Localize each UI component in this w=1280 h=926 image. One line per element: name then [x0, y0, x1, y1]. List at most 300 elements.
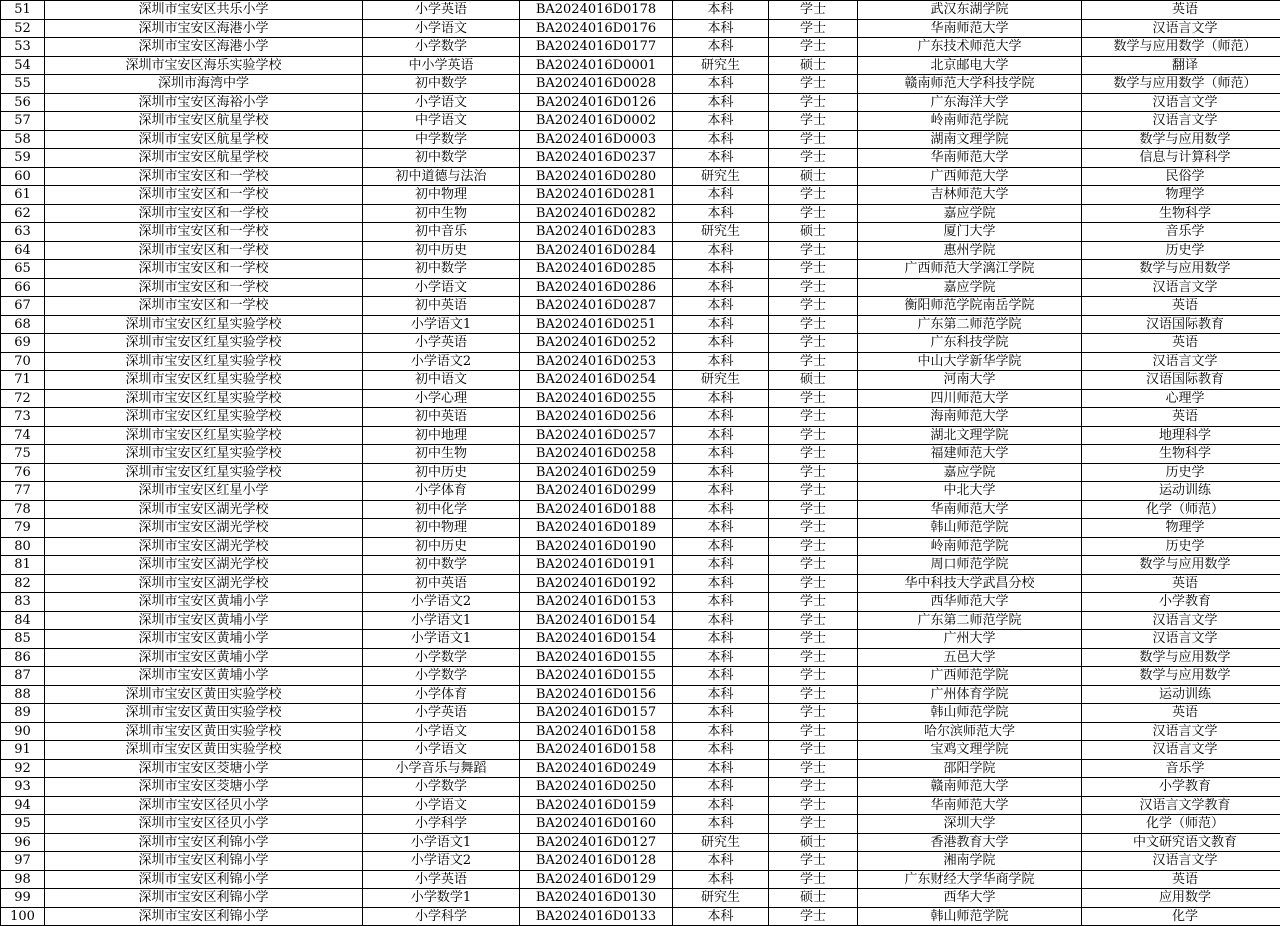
major-cell: 汉语言文学	[1082, 112, 1280, 131]
table-row	[1, 371, 1280, 390]
graduate-school-cell: 嘉应学院	[858, 463, 1082, 482]
graduate-school-cell: 嘉应学院	[858, 278, 1082, 297]
degree-cell: 学士	[769, 445, 858, 464]
table-row	[1, 593, 1280, 612]
education-level-cell: 本科	[673, 685, 769, 704]
table-row	[1, 278, 1280, 297]
major-cell: 运动训练	[1082, 685, 1280, 704]
row-number-cell: 66	[1, 278, 45, 297]
education-level-cell: 本科	[673, 759, 769, 778]
teaching-subject-cell: 小学英语	[363, 334, 520, 353]
school-name-cell: 深圳市宝安区黄田实验学校	[45, 704, 363, 723]
row-number-cell: 85	[1, 630, 45, 649]
degree-cell: 学士	[769, 556, 858, 575]
position-code-cell: BA2024016D0003	[520, 130, 673, 149]
degree-cell: 学士	[769, 852, 858, 871]
position-code-cell: BA2024016D0285	[520, 260, 673, 279]
education-level-cell: 本科	[673, 500, 769, 519]
table-row	[1, 56, 1280, 75]
position-code-cell: BA2024016D0154	[520, 611, 673, 630]
degree-cell: 学士	[769, 519, 858, 538]
table-row	[1, 500, 1280, 519]
row-number-cell: 65	[1, 260, 45, 279]
table-row	[1, 297, 1280, 316]
education-level-cell: 本科	[673, 611, 769, 630]
school-name-cell: 深圳市宝安区湖光学校	[45, 556, 363, 575]
major-cell: 数学与应用数学（师范）	[1082, 38, 1280, 57]
school-name-cell: 深圳市宝安区航星学校	[45, 130, 363, 149]
degree-cell: 学士	[769, 389, 858, 408]
position-code-cell: BA2024016D0126	[520, 93, 673, 112]
table-row	[1, 519, 1280, 538]
major-cell: 汉语言文学	[1082, 93, 1280, 112]
major-cell: 数学与应用数学	[1082, 260, 1280, 279]
graduate-school-cell: 厦门大学	[858, 223, 1082, 242]
degree-cell: 学士	[769, 704, 858, 723]
teaching-subject-cell: 初中生物	[363, 445, 520, 464]
degree-cell: 学士	[769, 186, 858, 205]
degree-cell: 学士	[769, 93, 858, 112]
education-level-cell: 本科	[673, 574, 769, 593]
degree-cell: 硕士	[769, 371, 858, 390]
position-code-cell: BA2024016D0159	[520, 796, 673, 815]
teaching-subject-cell: 小学英语	[363, 704, 520, 723]
graduate-school-cell: 华中科技大学武昌分校	[858, 574, 1082, 593]
table-row	[1, 241, 1280, 260]
graduate-school-cell: 西华师范大学	[858, 593, 1082, 612]
major-cell: 小学教育	[1082, 778, 1280, 797]
education-level-cell: 本科	[673, 722, 769, 741]
education-level-cell: 本科	[673, 482, 769, 501]
row-number-cell: 94	[1, 796, 45, 815]
degree-cell: 学士	[769, 482, 858, 501]
position-code-cell: BA2024016D0158	[520, 722, 673, 741]
teaching-subject-cell: 小学英语	[363, 870, 520, 889]
position-code-cell: BA2024016D0249	[520, 759, 673, 778]
degree-cell: 学士	[769, 796, 858, 815]
degree-cell: 学士	[769, 130, 858, 149]
position-code-cell: BA2024016D0284	[520, 241, 673, 260]
school-name-cell: 深圳市宝安区利锦小学	[45, 870, 363, 889]
position-code-cell: BA2024016D0252	[520, 334, 673, 353]
major-cell: 历史学	[1082, 241, 1280, 260]
major-cell: 数学与应用数学	[1082, 648, 1280, 667]
table-row	[1, 537, 1280, 556]
teaching-subject-cell: 小学数学	[363, 778, 520, 797]
row-number-cell: 74	[1, 426, 45, 445]
graduate-school-cell: 广东技术师范大学	[858, 38, 1082, 57]
graduate-school-cell: 岭南师范学院	[858, 537, 1082, 556]
row-number-cell: 95	[1, 815, 45, 834]
school-name-cell: 深圳市宝安区红星实验学校	[45, 389, 363, 408]
table-row	[1, 149, 1280, 168]
major-cell: 音乐学	[1082, 223, 1280, 242]
degree-cell: 学士	[769, 75, 858, 94]
education-level-cell: 本科	[673, 907, 769, 926]
education-level-cell: 本科	[673, 870, 769, 889]
table-row	[1, 93, 1280, 112]
row-number-cell: 56	[1, 93, 45, 112]
graduate-school-cell: 衡阳师范学院南岳学院	[858, 297, 1082, 316]
teaching-subject-cell: 小学语文	[363, 93, 520, 112]
row-number-cell: 80	[1, 537, 45, 556]
position-code-cell: BA2024016D0153	[520, 593, 673, 612]
table-row	[1, 204, 1280, 223]
degree-cell: 硕士	[769, 223, 858, 242]
school-name-cell: 深圳市宝安区湖光学校	[45, 500, 363, 519]
graduate-school-cell: 广州体育学院	[858, 685, 1082, 704]
position-code-cell: BA2024016D0133	[520, 907, 673, 926]
row-number-cell: 52	[1, 19, 45, 38]
teaching-subject-cell: 小学语文	[363, 796, 520, 815]
position-code-cell: BA2024016D0281	[520, 186, 673, 205]
school-name-cell: 深圳市宝安区利锦小学	[45, 833, 363, 852]
education-level-cell: 本科	[673, 75, 769, 94]
graduate-school-cell: 广西师范学院	[858, 667, 1082, 686]
teaching-subject-cell: 初中化学	[363, 500, 520, 519]
education-level-cell: 研究生	[673, 56, 769, 75]
education-level-cell: 本科	[673, 667, 769, 686]
teaching-subject-cell: 中学数学	[363, 130, 520, 149]
degree-cell: 学士	[769, 297, 858, 316]
graduate-school-cell: 香港教育大学	[858, 833, 1082, 852]
table-row	[1, 796, 1280, 815]
row-number-cell: 78	[1, 500, 45, 519]
major-cell: 英语	[1082, 1, 1280, 20]
position-code-cell: BA2024016D0188	[520, 500, 673, 519]
row-number-cell: 92	[1, 759, 45, 778]
position-code-cell: BA2024016D0258	[520, 445, 673, 464]
school-name-cell: 深圳市宝安区利锦小学	[45, 852, 363, 871]
education-level-cell: 本科	[673, 852, 769, 871]
row-number-cell: 93	[1, 778, 45, 797]
major-cell: 英语	[1082, 408, 1280, 427]
graduate-school-cell: 海南师范大学	[858, 408, 1082, 427]
position-code-cell: BA2024016D0280	[520, 167, 673, 186]
education-level-cell: 本科	[673, 426, 769, 445]
teaching-subject-cell: 小学语文2	[363, 352, 520, 371]
graduate-school-cell: 福建师范大学	[858, 445, 1082, 464]
education-level-cell: 本科	[673, 130, 769, 149]
table-row	[1, 426, 1280, 445]
teaching-subject-cell: 初中数学	[363, 75, 520, 94]
table-row	[1, 556, 1280, 575]
table-row	[1, 685, 1280, 704]
degree-cell: 学士	[769, 907, 858, 926]
teaching-subject-cell: 小学语文	[363, 722, 520, 741]
school-name-cell: 深圳市宝安区共乐小学	[45, 1, 363, 20]
table-row	[1, 1, 1280, 20]
row-number-cell: 62	[1, 204, 45, 223]
graduate-school-cell: 武汉东湖学院	[858, 1, 1082, 20]
position-code-cell: BA2024016D0002	[520, 112, 673, 131]
graduate-school-cell: 北京邮电大学	[858, 56, 1082, 75]
major-cell: 数学与应用数学	[1082, 556, 1280, 575]
school-name-cell: 深圳市宝安区航星学校	[45, 112, 363, 131]
major-cell: 化学（师范）	[1082, 500, 1280, 519]
graduate-school-cell: 赣南师范大学科技学院	[858, 75, 1082, 94]
major-cell: 汉语言文学教育	[1082, 796, 1280, 815]
degree-cell: 学士	[769, 759, 858, 778]
degree-cell: 学士	[769, 112, 858, 131]
major-cell: 汉语言文学	[1082, 611, 1280, 630]
education-level-cell: 本科	[673, 593, 769, 612]
position-code-cell: BA2024016D0129	[520, 870, 673, 889]
degree-cell: 学士	[769, 667, 858, 686]
education-level-cell: 本科	[673, 278, 769, 297]
position-code-cell: BA2024016D0287	[520, 297, 673, 316]
position-code-cell: BA2024016D0177	[520, 38, 673, 57]
teaching-subject-cell: 小学音乐与舞蹈	[363, 759, 520, 778]
table-row	[1, 186, 1280, 205]
table-row	[1, 852, 1280, 871]
school-name-cell: 深圳市宝安区黄田实验学校	[45, 685, 363, 704]
school-name-cell: 深圳市宝安区湖光学校	[45, 537, 363, 556]
table-row	[1, 130, 1280, 149]
school-name-cell: 深圳市宝安区红星小学	[45, 482, 363, 501]
degree-cell: 学士	[769, 1, 858, 20]
school-name-cell: 深圳市宝安区黄埔小学	[45, 667, 363, 686]
education-level-cell: 本科	[673, 315, 769, 334]
education-level-cell: 本科	[673, 815, 769, 834]
school-name-cell: 深圳市宝安区红星实验学校	[45, 371, 363, 390]
school-name-cell: 深圳市宝安区海乐实验学校	[45, 56, 363, 75]
graduate-school-cell: 华南师范大学	[858, 149, 1082, 168]
school-name-cell: 深圳市宝安区径贝小学	[45, 796, 363, 815]
row-number-cell: 88	[1, 685, 45, 704]
table-row	[1, 260, 1280, 279]
degree-cell: 硕士	[769, 167, 858, 186]
graduate-school-cell: 吉林师范大学	[858, 186, 1082, 205]
table-row	[1, 815, 1280, 834]
education-level-cell: 本科	[673, 408, 769, 427]
row-number-cell: 68	[1, 315, 45, 334]
position-code-cell: BA2024016D0255	[520, 389, 673, 408]
table-row	[1, 574, 1280, 593]
education-level-cell: 研究生	[673, 223, 769, 242]
school-name-cell: 深圳市宝安区和一学校	[45, 204, 363, 223]
teaching-subject-cell: 小学语文1	[363, 315, 520, 334]
teaching-subject-cell: 小学语文2	[363, 852, 520, 871]
row-number-cell: 91	[1, 741, 45, 760]
position-code-cell: BA2024016D0254	[520, 371, 673, 390]
education-level-cell: 本科	[673, 297, 769, 316]
graduate-school-cell: 广西师范大学	[858, 167, 1082, 186]
school-name-cell: 深圳市宝安区红星实验学校	[45, 334, 363, 353]
teaching-subject-cell: 小学体育	[363, 685, 520, 704]
school-name-cell: 深圳市宝安区黄埔小学	[45, 630, 363, 649]
major-cell: 化学（师范）	[1082, 815, 1280, 834]
row-number-cell: 61	[1, 186, 45, 205]
table-row	[1, 778, 1280, 797]
school-name-cell: 深圳市宝安区红星实验学校	[45, 352, 363, 371]
position-code-cell: BA2024016D0256	[520, 408, 673, 427]
school-name-cell: 深圳市宝安区红星实验学校	[45, 408, 363, 427]
education-level-cell: 研究生	[673, 167, 769, 186]
teaching-subject-cell: 初中数学	[363, 556, 520, 575]
degree-cell: 学士	[769, 870, 858, 889]
major-cell: 英语	[1082, 704, 1280, 723]
teaching-subject-cell: 初中数学	[363, 260, 520, 279]
school-name-cell: 深圳市宝安区利锦小学	[45, 889, 363, 908]
table-row	[1, 907, 1280, 926]
teaching-subject-cell: 初中生物	[363, 204, 520, 223]
degree-cell: 学士	[769, 38, 858, 57]
teaching-subject-cell: 初中道德与法治	[363, 167, 520, 186]
major-cell: 物理学	[1082, 519, 1280, 538]
graduate-school-cell: 广西师范大学漓江学院	[858, 260, 1082, 279]
major-cell: 数学与应用数学	[1082, 130, 1280, 149]
school-name-cell: 深圳市宝安区海港小学	[45, 38, 363, 57]
school-name-cell: 深圳市宝安区茭塘小学	[45, 759, 363, 778]
teaching-subject-cell: 初中音乐	[363, 223, 520, 242]
degree-cell: 学士	[769, 778, 858, 797]
major-cell: 英语	[1082, 870, 1280, 889]
degree-cell: 学士	[769, 593, 858, 612]
major-cell: 数学与应用数学（师范）	[1082, 75, 1280, 94]
row-number-cell: 73	[1, 408, 45, 427]
teaching-subject-cell: 中学语文	[363, 112, 520, 131]
row-number-cell: 87	[1, 667, 45, 686]
school-name-cell: 深圳市宝安区红星实验学校	[45, 426, 363, 445]
row-number-cell: 98	[1, 870, 45, 889]
degree-cell: 学士	[769, 741, 858, 760]
degree-cell: 学士	[769, 463, 858, 482]
school-name-cell: 深圳市宝安区和一学校	[45, 167, 363, 186]
row-number-cell: 76	[1, 463, 45, 482]
row-number-cell: 55	[1, 75, 45, 94]
education-level-cell: 本科	[673, 537, 769, 556]
table-row	[1, 167, 1280, 186]
graduate-school-cell: 广东科技学院	[858, 334, 1082, 353]
graduate-school-cell: 中山大学新华学院	[858, 352, 1082, 371]
position-code-cell: BA2024016D0282	[520, 204, 673, 223]
teaching-subject-cell: 小学英语	[363, 1, 520, 20]
table-row	[1, 722, 1280, 741]
education-level-cell: 本科	[673, 19, 769, 38]
school-name-cell: 深圳市海湾中学	[45, 75, 363, 94]
teaching-subject-cell: 小学语文	[363, 278, 520, 297]
school-name-cell: 深圳市宝安区黄田实验学校	[45, 741, 363, 760]
major-cell: 心理学	[1082, 389, 1280, 408]
table-body	[1, 1, 1280, 926]
education-level-cell: 研究生	[673, 889, 769, 908]
school-name-cell: 深圳市宝安区和一学校	[45, 223, 363, 242]
degree-cell: 硕士	[769, 56, 858, 75]
row-number-cell: 89	[1, 704, 45, 723]
position-code-cell: BA2024016D0259	[520, 463, 673, 482]
position-code-cell: BA2024016D0160	[520, 815, 673, 834]
position-code-cell: BA2024016D0286	[520, 278, 673, 297]
major-cell: 小学教育	[1082, 593, 1280, 612]
graduate-school-cell: 广州大学	[858, 630, 1082, 649]
school-name-cell: 深圳市宝安区湖光学校	[45, 574, 363, 593]
row-number-cell: 79	[1, 519, 45, 538]
table-row	[1, 352, 1280, 371]
school-name-cell: 深圳市宝安区利锦小学	[45, 907, 363, 926]
table-row	[1, 389, 1280, 408]
row-number-cell: 90	[1, 722, 45, 741]
degree-cell: 学士	[769, 241, 858, 260]
graduate-school-cell: 韩山师范学院	[858, 907, 1082, 926]
school-name-cell: 深圳市宝安区和一学校	[45, 241, 363, 260]
graduate-school-cell: 四川师范大学	[858, 389, 1082, 408]
major-cell: 化学	[1082, 907, 1280, 926]
table-row	[1, 223, 1280, 242]
table-row	[1, 315, 1280, 334]
teaching-subject-cell: 初中语文	[363, 371, 520, 390]
table-row	[1, 833, 1280, 852]
graduate-school-cell: 岭南师范学院	[858, 112, 1082, 131]
education-level-cell: 本科	[673, 704, 769, 723]
education-level-cell: 本科	[673, 149, 769, 168]
major-cell: 历史学	[1082, 463, 1280, 482]
table-row	[1, 75, 1280, 94]
row-number-cell: 54	[1, 56, 45, 75]
table-row	[1, 759, 1280, 778]
position-code-cell: BA2024016D0157	[520, 704, 673, 723]
education-level-cell: 本科	[673, 556, 769, 575]
degree-cell: 学士	[769, 722, 858, 741]
major-cell: 汉语言文学	[1082, 352, 1280, 371]
major-cell: 汉语言文学	[1082, 278, 1280, 297]
major-cell: 汉语国际教育	[1082, 315, 1280, 334]
graduate-school-cell: 湖南文理学院	[858, 130, 1082, 149]
teaching-subject-cell: 小学数学1	[363, 889, 520, 908]
teaching-subject-cell: 初中数学	[363, 149, 520, 168]
graduate-school-cell: 湘南学院	[858, 852, 1082, 871]
graduate-school-cell: 宝鸡文理学院	[858, 741, 1082, 760]
school-name-cell: 深圳市宝安区红星实验学校	[45, 463, 363, 482]
teaching-subject-cell: 初中地理	[363, 426, 520, 445]
major-cell: 英语	[1082, 334, 1280, 353]
teaching-subject-cell: 初中英语	[363, 574, 520, 593]
table-row	[1, 741, 1280, 760]
row-number-cell: 81	[1, 556, 45, 575]
major-cell: 音乐学	[1082, 759, 1280, 778]
teaching-subject-cell: 初中历史	[363, 241, 520, 260]
table-row	[1, 648, 1280, 667]
school-name-cell: 深圳市宝安区黄田实验学校	[45, 722, 363, 741]
row-number-cell: 67	[1, 297, 45, 316]
teaching-subject-cell: 小学语文2	[363, 593, 520, 612]
degree-cell: 学士	[769, 574, 858, 593]
position-code-cell: BA2024016D0253	[520, 352, 673, 371]
major-cell: 汉语言文学	[1082, 722, 1280, 741]
teaching-subject-cell: 初中历史	[363, 463, 520, 482]
education-level-cell: 本科	[673, 241, 769, 260]
teaching-subject-cell: 初中历史	[363, 537, 520, 556]
teaching-subject-cell: 小学语文	[363, 741, 520, 760]
degree-cell: 学士	[769, 537, 858, 556]
school-name-cell: 深圳市宝安区和一学校	[45, 297, 363, 316]
position-code-cell: BA2024016D0191	[520, 556, 673, 575]
row-number-cell: 69	[1, 334, 45, 353]
major-cell: 英语	[1082, 297, 1280, 316]
table-row	[1, 445, 1280, 464]
teaching-subject-cell: 小学数学	[363, 648, 520, 667]
position-code-cell: BA2024016D0283	[520, 223, 673, 242]
teaching-subject-cell: 小学语文1	[363, 833, 520, 852]
graduate-school-cell: 赣南师范大学	[858, 778, 1082, 797]
teaching-subject-cell: 初中英语	[363, 297, 520, 316]
degree-cell: 学士	[769, 500, 858, 519]
school-name-cell: 深圳市宝安区和一学校	[45, 186, 363, 205]
row-number-cell: 99	[1, 889, 45, 908]
position-code-cell: BA2024016D0154	[520, 630, 673, 649]
education-level-cell: 本科	[673, 93, 769, 112]
education-level-cell: 研究生	[673, 833, 769, 852]
